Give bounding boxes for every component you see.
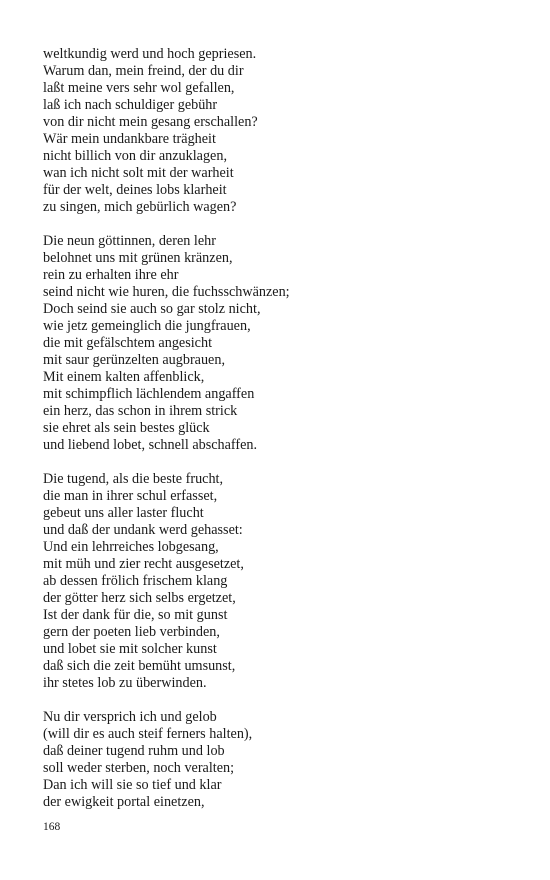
- poem-line: für der welt, deines lobs klarheit: [43, 182, 227, 198]
- page-number: 168: [43, 821, 61, 833]
- poem-line: ab dessen frölich frischem klang: [43, 573, 228, 589]
- poem-text: [43, 46, 513, 828]
- poem-line: von dir nicht mein gesang erschallen?: [43, 114, 258, 130]
- poem-line: daß deiner tugend ruhm und lob: [43, 743, 225, 759]
- poem-line: Die neun göttinnen, deren lehr: [43, 233, 216, 249]
- poem-line: laßt meine vers sehr wol gefallen,: [43, 80, 235, 96]
- poem-line: gern der poeten lieb verbinden,: [43, 624, 220, 640]
- poem-line: (will dir es auch steif ferners halten),: [43, 726, 253, 742]
- poem-line: soll weder sterben, noch veralten;: [43, 760, 235, 776]
- poem-line: und liebend lobet, schnell abschaffen.: [43, 437, 258, 453]
- poem-line: Mit einem kalten affenblick,: [43, 369, 205, 385]
- poem-line: belohnet uns mit grünen kränzen,: [43, 250, 233, 266]
- poem-line: sie ehret als sein bestes glück: [43, 420, 210, 436]
- stanza-2: [43, 233, 513, 454]
- poem-line: der ewigkeit portal einetzen,: [43, 794, 205, 810]
- poem-line: zu singen, mich gebürlich wagen?: [43, 199, 237, 215]
- poem-line: der götter herz sich selbs ergetzet,: [43, 590, 236, 606]
- poem-line: und daß der undank werd gehasset:: [43, 522, 243, 538]
- poem-line: Ist der dank für die, so mit gunst: [43, 607, 228, 623]
- poem-line: Nu dir versprich ich und gelob: [43, 709, 217, 725]
- poem-line: wan ich nicht solt mit der warheit: [43, 165, 234, 181]
- poem-line: gebeut uns aller laster flucht: [43, 505, 204, 521]
- poem-line: mit schimpflich lächlendem angaffen: [43, 386, 255, 402]
- poem-line: weltkundig werd und hoch gepriesen.: [43, 46, 257, 62]
- stanza-4: [43, 709, 513, 811]
- poem-line: nicht billich von dir anzuklagen,: [43, 148, 227, 164]
- poem-line: die man in ihrer schul erfasset,: [43, 488, 218, 504]
- poem-line: wie jetz gemeinglich die jungfrauen,: [43, 318, 251, 334]
- poem-line: mit saur gerünzelten augbrauen,: [43, 352, 225, 368]
- poem-line: Wär mein undankbare trägheit: [43, 131, 216, 147]
- poem-line: rein zu erhalten ihre ehr: [43, 267, 179, 283]
- poem-line: die mit gefälschtem angesicht: [43, 335, 213, 351]
- poem-line: mit müh und zier recht ausgesetzet,: [43, 556, 244, 572]
- stanza-3: [43, 471, 513, 692]
- poem-line: Dan ich will sie so tief und klar: [43, 777, 222, 793]
- poem-line: daß sich die zeit bemüht umsunst,: [43, 658, 236, 674]
- poem-line: ihr stetes lob zu überwinden.: [43, 675, 207, 691]
- stanza-1: [43, 46, 513, 216]
- poem-line: seind nicht wie huren, die fuchsschwänzen;: [43, 284, 290, 300]
- poem-line: Die tugend, als die beste frucht,: [43, 471, 224, 487]
- poem-line: Warum dan, mein freind, der du dir: [43, 63, 244, 79]
- poem-line: laß ich nach schuldiger gebühr: [43, 97, 218, 113]
- poem-line: Und ein lehrreiches lobgesang,: [43, 539, 219, 555]
- poem-line: Doch seind sie auch so gar stolz nicht,: [43, 301, 261, 317]
- poem-line: ein herz, das schon in ihrem strick: [43, 403, 238, 419]
- poem-line: und lobet sie mit solcher kunst: [43, 641, 217, 657]
